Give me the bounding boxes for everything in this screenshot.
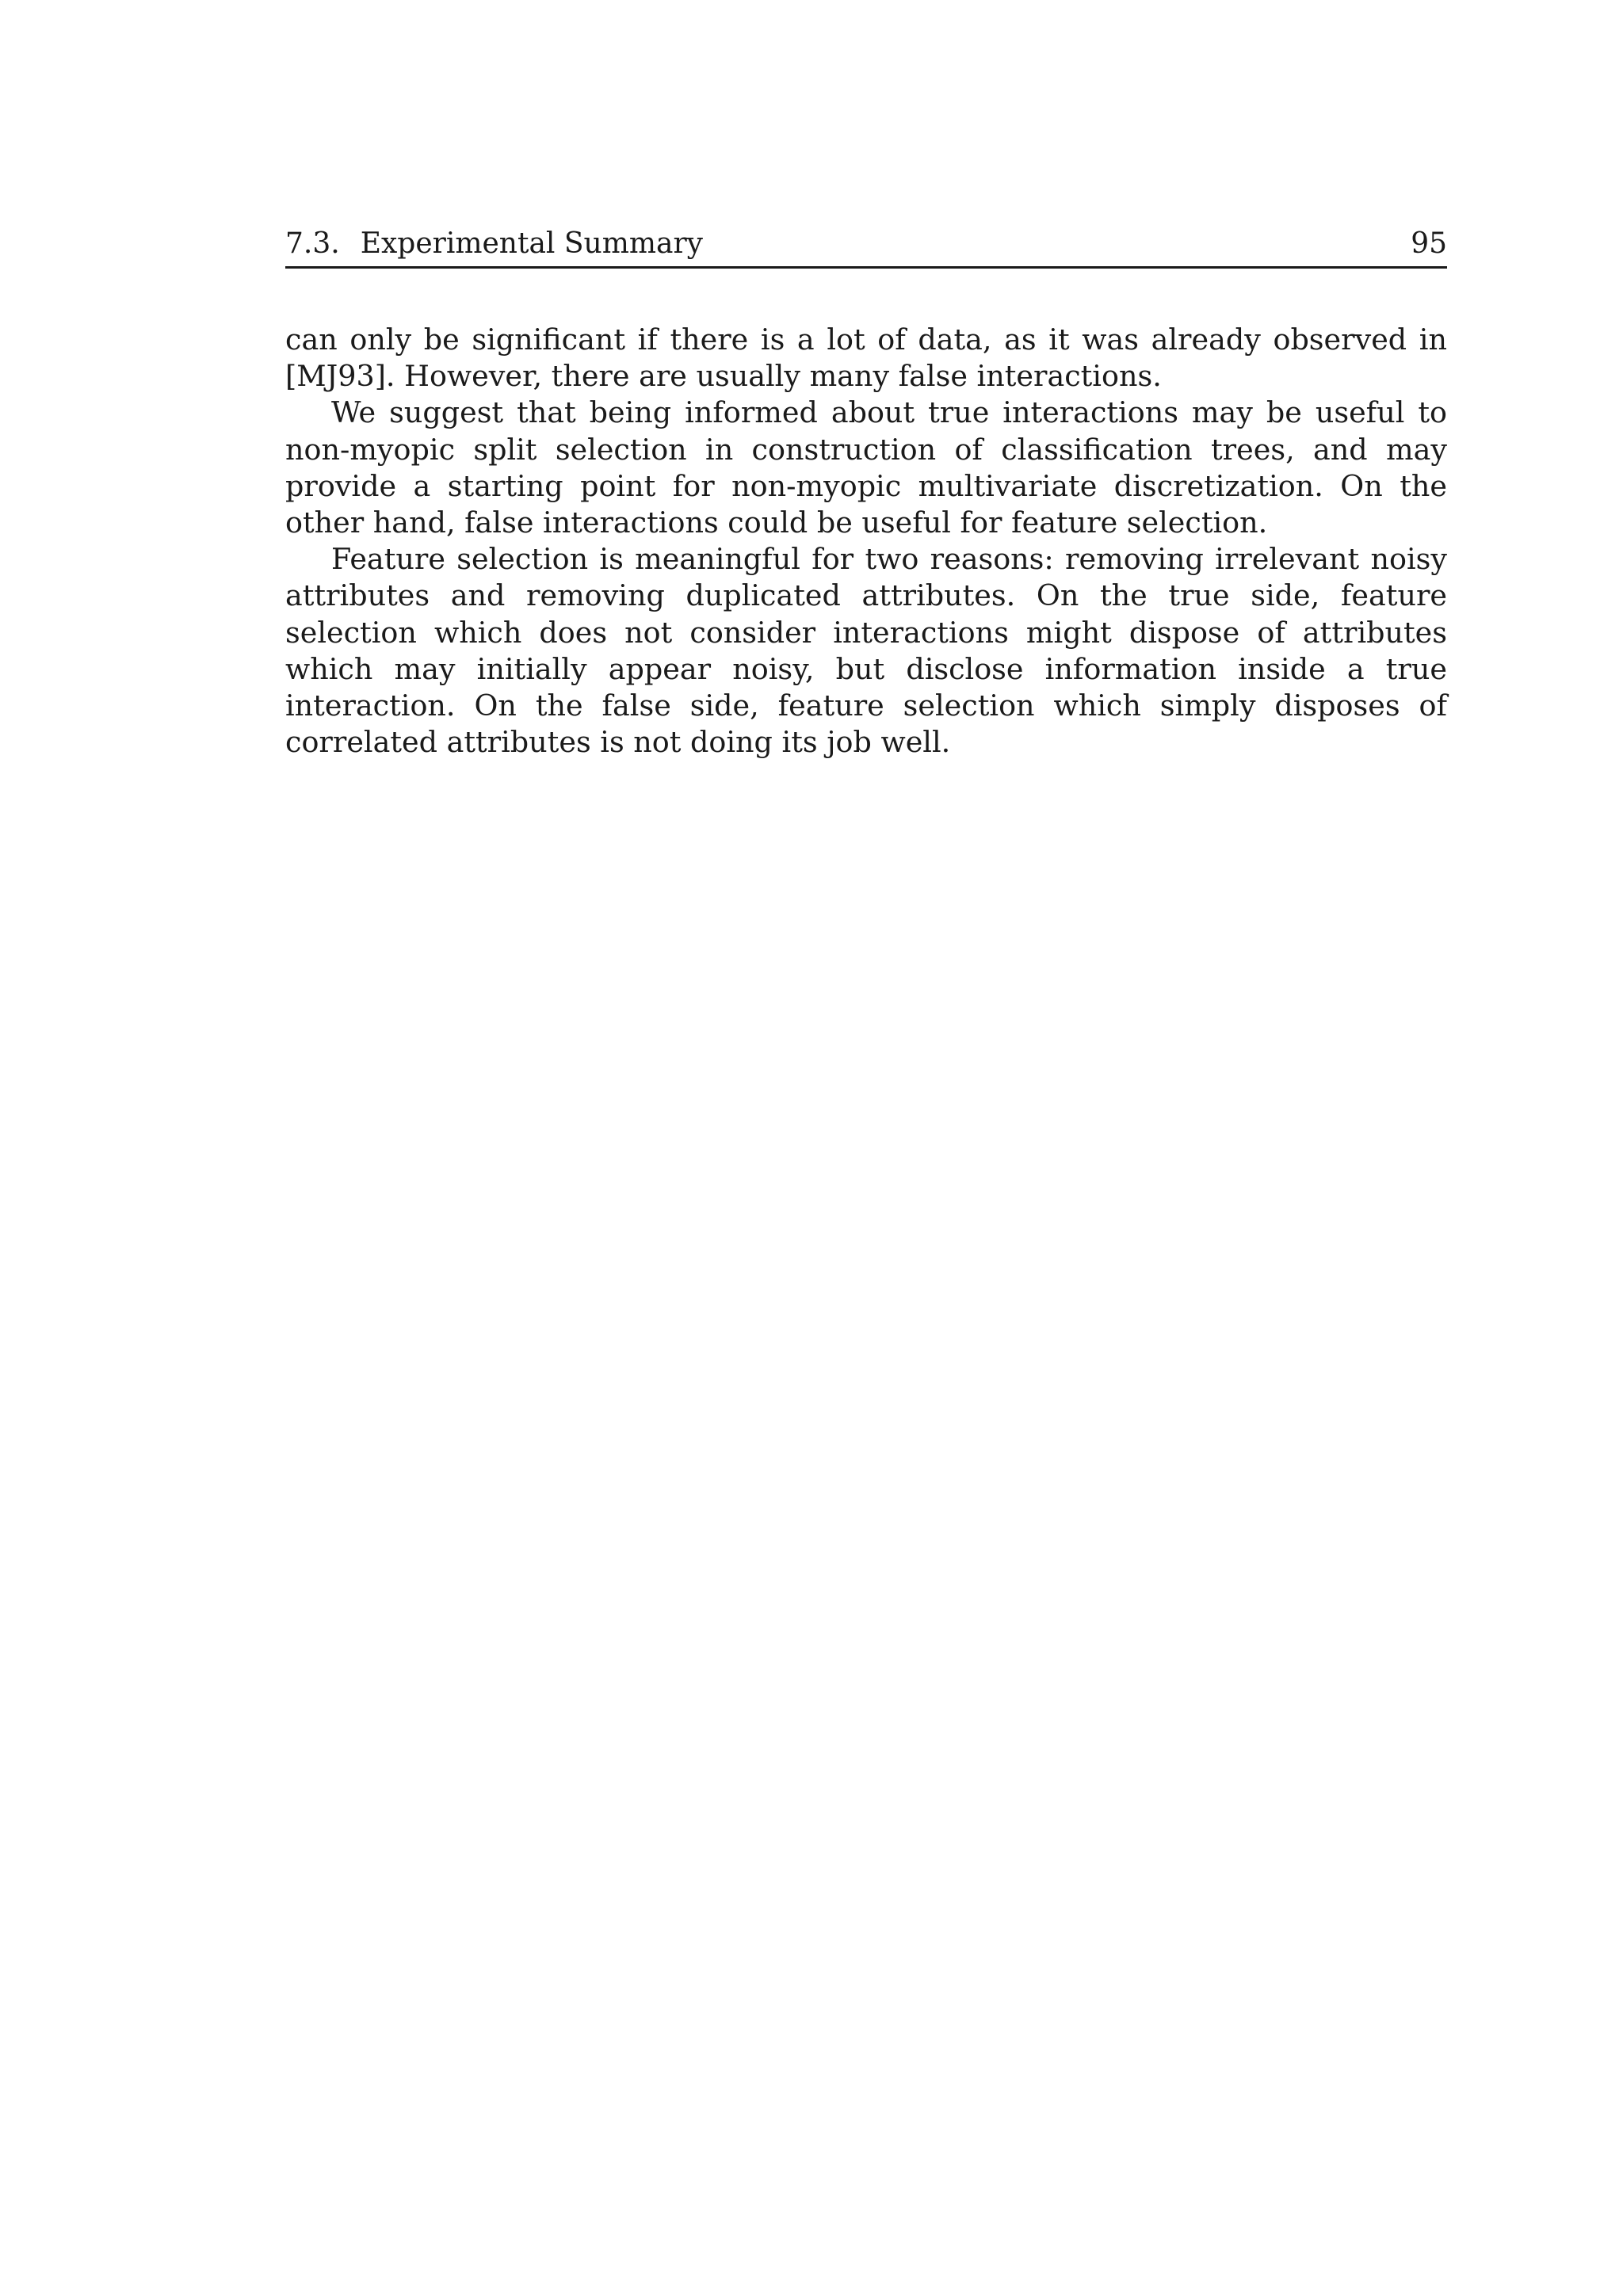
paragraph-1: can only be significant if there is a lot of data, as it was already observed in [MJ93]. However, there are usually many false interactions. <box>285 322 1447 394</box>
page-number: 95 <box>1411 227 1447 260</box>
body-text <box>285 322 1447 761</box>
paragraph-2: We suggest that being informed about true interactions may be useful to non-myopic split selection in construction of classification trees, and may provide a starting point for non-myopic multivariate discretization. On the other hand, false interactions could be useful for feature selection. <box>285 395 1447 540</box>
section-heading <box>285 227 703 261</box>
section-title: Experimental Summary <box>360 227 704 260</box>
running-header <box>285 227 1447 269</box>
section-number: 7.3. <box>285 227 340 260</box>
paragraph-3: Feature selection is meaningful for two reasons: removing irrelevant noisy attributes and removing duplicated attributes. On the true side, feature selection which does not consider interactions might dispose of attributes which may initially appear noisy, but disclose information inside a true interaction. On the false side, feature selection which simply disposes of correlated attributes is not doing its job well. <box>285 542 1447 760</box>
